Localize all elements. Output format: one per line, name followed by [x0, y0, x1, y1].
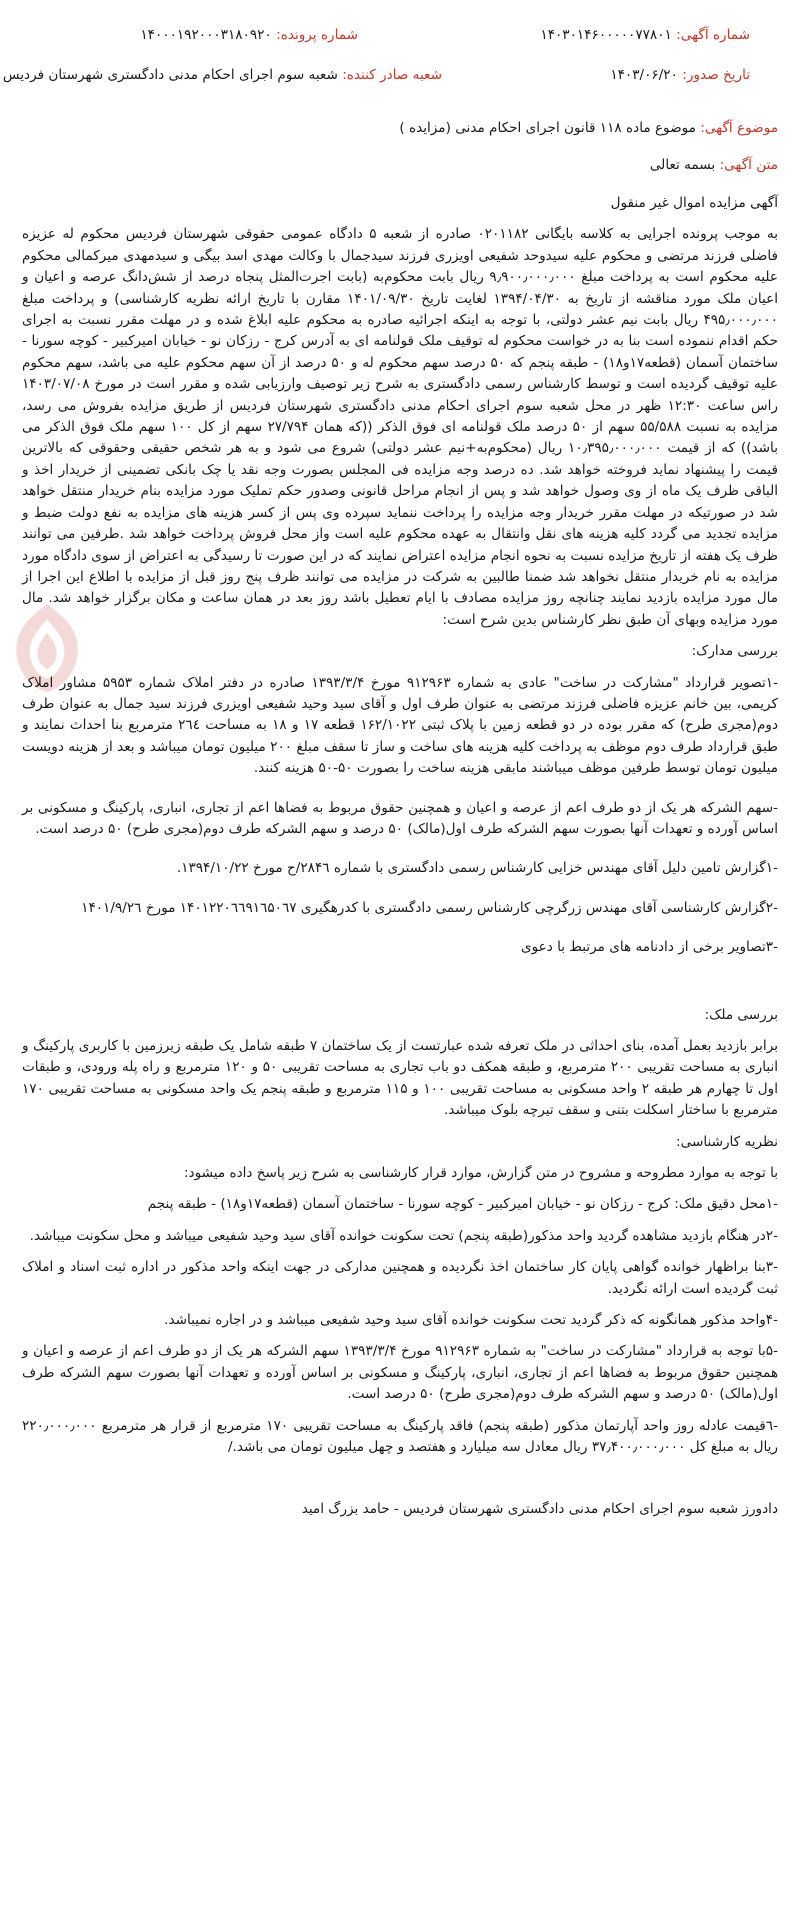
property-heading: بررسی ملک:: [704, 1006, 778, 1023]
ad-number-label: شماره آگهی:: [676, 27, 750, 43]
case-number-label: شماره پرونده:: [276, 27, 358, 43]
issuer-value: شعبه سوم اجرای احکام مدنی دادگستری شهرستان فردیس: [2, 67, 338, 83]
expert-item-5: -۵با توجه به قرارداد "مشارکت در ساخت" به شماره ۹۱۲۹۶۳ مورخ ۱۳۹۳/۳/۴ سهم الشرکه هر یک از دو طرف اعم از عرصه و اعیان و همچنین حقوق مربوط به فضاها اعم از تجاری، انباری، پارکینگ و مسکونی بر اساس آورده و تعهدات آنها بصورت سهم الشرکه طرف اول(مالک) ۵۰ درصد و سهم الشرکه طرف دوم(مجری طرح) ۵۰ درصد است.: [22, 1343, 778, 1403]
doc-item-1: -۱تصویر قرارداد "مشارکت در ساخت" عادی به شماره ۹۱۲۹۶۳ مورخ ۱۳۹۳/۳/۴ صادره در دفتر املاک شماره ۵۹۵۳ مشاور املاک کریمی، بین خانم عزیزه فاضلی فرزند مرتضی به عنوان طرف اول و آقای سید وحید شفیعی اویزری فرزند سید جمال به عنوان طرف دوم(مجری طرح) که مقرر بوده در دو قطعه زمین با پلاک ثبتی ۱۶۲/۱۰۲۲ قطعه ۱۷ و ۱۸ به مساحت ۲٦٤ مترمربع بنا احداث نمایند و طبق قرارداد طرف دوم موظف به پرداخت کلیه هزینه های ساخت و ساز تا سقف مبلغ ۲۰۰ میلیون تومان میباشد و بعد از هزینه دویست میلیون تومان توسط طرفین موظف میباشند مابقی هزینه ساخت را بصورت ۵۰-۵۰ هزینه کنند.: [22, 674, 778, 777]
main-paragraph: به موجب پرونده اجرایی به کلاسه بایگانی ۰۲۰۱۱۸۲ صادره از شعبه ۵ دادگاه عمومی حقوقی شهرستان فردیس محکوم له عزیزه فاضلی فرزند مرتضی و محکوم علیه سیدوحد شفیعی اویزری فرزند سیدجمال با وکالت مهدی اسد بیگی و سیدمهدی میرکمالی محکوم علیه محکوم است به پرداخت مبلغ ۹٫۹۰۰٫۰۰۰٫۰۰۰ ریال بابت محکوم‌به (بابت اجرت‌المثل پنجاه درصد از شش‌دانگ عرصه و اعیان و اعیان ملک مورد مناقشه از تاریخ به ۱۳۹۴/۰۴/۳۰ لغایت تاریخ ۱۴۰۱/۰۹/۳۰ مقارن با تاریخ ارائه نظریه کارشناسی) و پرداخت مبلغ ۴۹۵٫۰۰۰٫۰۰۰ ریال بابت نیم عشر دولتی، با توجه به اینکه اجرائیه صادره به محکوم علیه ابلاغ شده و در مهلت مقرر نسبت به اجرای حکم اقدام ننموده است بنا به در خواست محکوم له توقیف ملک قولنامه ای به آدرس کرج - رزکان نو - خیابان امیرکبیر - کوچه سورنا - ساختمان آسمان (قطعه۱۷و۱۸) - طبقه پنجم که ۵۰ درصد سهم محکوم له و ۵۰ درصد از آن سهم محکوم علیه می باشد، سهم محکوم علیه توقیف گردیده است و توسط کارشناس رسمی دادگستری به شرح زیر توصیف وارزیابی شده و مقرر است در مورخ ۱۴۰۳/۰۷/۰۸ راس ساعت ۱۲:۳۰ ظهر در محل شعبه سوم اجرای احکام مدنی دادگستری شهرستان فردیس از طریق مزایده بفروش می رسد، مزایده به نسبت ۵۵/۵۸۸ سهم از ۵۰ درصد ملک قولنامه ای فوق الذکر ((که همان ۲۷/۷۹۴ سهم از کل ۱۰۰ سهم ملک فوق الذکر می باشد)) که از قیمت ۱۰٫۳۹۵٫۰۰۰٫۰۰۰ ریال (محکوم‌به+نیم عشر دولتی) شروع می شود و به هر شخص حقیقی وحقوقی که بالاترین قیمت را پیشنهاد نماید فروخته خواهد شد. ده درصد وجه مزایده فی المجلس بصورت وجه نقد یا چک بانکی تضمینی از خریدار اخذ و الباقی ظرف یک ماه از وی وصول خواهد شد و پس از انجام مراحل قانونی وصدور حکم تملیک مورد مزایده بنام خریدار منتقل خواهد شد در صورتیکه در مهلت مقرر خریدار وجه مزایده را پرداخت ننماید سپرده وی پس از کسر هزینه های مزایده به نفع دولت ضبط و مزایده تجدید می گردد کلیه هزینه های نقل وانتقال به عهده محکوم علیه است واز محل فروش پرداخت خواهد شد .طرفین می توانند ظرف یک هفته از تاریخ مزایده نسبت به نحوه انجام مزایده اعتراض نمایند که در این صورت تا رسیدگی به اعتراض از سوی دادگاه مورد مزایده به نام خریدار منتقل نخواهد شد ضمنا طالبین به شرکت در مزایده می توانند ظرف پنج روز قبل از مزایده با اطلاع این اجرا از مال مورد مزایده بازدید نمایند چنانچه روز مزایده مصادف با ایام تعطیل باشد روز بعد در همان ساعت و مکان برگزار خواهد شد. مال مورد مزایده وبهای آن طبق نظر کارشناس بدین شرح است:: [22, 226, 779, 628]
body-label: متن آگهی:: [719, 157, 778, 173]
issue-date-label: تاریخ صدور:: [682, 67, 750, 83]
expert-heading: نظریه کارشناسی:: [676, 1133, 778, 1150]
doc-item-5: -۳تصاویر برخی از دادنامه های مرتبط با دعوی: [520, 939, 778, 956]
subject-label: موضوع آگهی:: [700, 120, 778, 136]
doc-item-3: -۱گزارش تامین دلیل آقای مهندس خزایی کارشناس رسمی دادگستری با شماره ۲۸۴٦/ح مورخ ۱۳۹۴/۱۰/۲۲.: [176, 860, 778, 877]
issuer-label: شعبه صادر کننده:: [342, 67, 442, 83]
ad-body-heading: [650, 157, 778, 173]
case-number-field: [140, 27, 358, 43]
issuer-field: [3, 67, 442, 83]
ad-header: [2, 0, 778, 140]
doc-item-2: -سهم الشرکه هر یک از دو طرف اعم از عرصه و اعیان و همچنین حقوق مربوط به فضاها اعم از تجاری، انباری، پارکینگ و مسکونی بر اساس آورده و تعهدات آنها بصورت سهم الشرکه طرف اول(مالک) ۵۰ درصد و سهم الشرکه طرف دوم(مجری طرح) ۵۰ درصد است.: [22, 799, 778, 837]
body-intro: بسمه تعالی: [649, 157, 716, 173]
expert-item-2: -۲در هنگام بازدید مشاهده گردید واحد مذکور(طبقه پنجم) تحت سکونت خوانده آقای سید وحید شفیعی میباشد و محل سکونت میباشد.: [29, 1227, 778, 1244]
issue-date-value: ۱۴۰۳/۰۶/۲۰: [610, 67, 678, 83]
expert-intro: با توجه به موارد مطروحه و مشروح در متن گزارش، موارد قرار کارشناسی به شرح زیر پاسخ داده میشود:: [183, 1165, 778, 1182]
expert-item-6: -٦قیمت عادله روز واحد آپارتمان مذکور (طبقه پنجم) فاقد پارکینگ به مساحت تقریبی ۱۷۰ مترمربع از قرار هر مترمربع ۲۲۰٫۰۰۰٫۰۰۰ ریال به مبلغ کل ۳۷٫۴۰۰٫۰۰۰٫۰۰۰ ریال معادل سه میلیارد و هفتصد و چهل میلیون تومان می باشد./: [22, 1417, 778, 1456]
property-text: برابر بازدید بعمل آمده، بنای احداثی در ملک تعرفه شده عبارتست از یک ساختمان ۷ طبقه شامل یک طبقه زیرزمین با کاربری پارکینگ و انباری به مساحت تقریبی ۲۰۰ مترمربع، و طبقه همکف دو باب تجاری به مساحت تقریبی ۵۰ و ۱۲۰ مترمربع و راه پله ورودی، و طبقات اول تا چهارم هر طبقه ۲ واحد مسکونی به مساحت تقریبی ۱۰۰ و ۱۱۵ مترمربع و طبقه پنجم یک واحد مسکونی به مساحت تقریبی ۱۷۰ مترمربع با ساختار اسکلت بتنی و سقف تیرچه بلوک میباشد.: [22, 1038, 779, 1119]
signature-line: دادورز شعبه سوم اجرای احکام مدنی دادگستری شهرستان فردیس - حامد بزرگ امید: [301, 1500, 778, 1517]
subject-value: موضوع ماده ۱۱۸ قانون اجرای احکام مدنی (مزایده ): [399, 120, 696, 136]
expert-item-1: -۱محل دقیق ملک: کرج - رزکان نو - خیابان امیرکبیر - کوچه سورنا - ساختمان آسمان (قطعه۱۷و۱۸) - طبقه پنجم: [147, 1196, 778, 1213]
ad-subject: [399, 120, 778, 136]
case-number-value: ۱۴۰۰۰۱۹۲۰۰۰۳۱۸۰۹۲۰: [140, 27, 272, 43]
ad-number-field: [540, 27, 750, 43]
docs-heading: بررسی مدارک:: [691, 643, 778, 660]
expert-item-4: -۴واحد مذکور همانگونه که ذکر گردید تحت سکونت خوانده آقای سید وحید شفیعی میباشد و در اجاره نمیباشد.: [164, 1312, 778, 1329]
ad-body: [22, 193, 778, 1520]
issue-date-field: [610, 67, 750, 83]
expert-item-3: -۳بنا براظهار خوانده گواهی پایان کار ساختمان اخذ نگردیده و همچنین مدارکی در جهت اینکه واحد مذکور در اداره ثبت اسناد و املاک ثبت گردیده است ارائه نگردید.: [22, 1259, 778, 1297]
doc-item-4: -۲گزارش کارشناسی آقای مهندس زرگرچی کارشناس رسمی دادگستری با کدرهگیری ۱۴۰۱۲۲۰٦٦۹۱٦۵۰٦۷ مورخ ۱۴۰۱/۹/۲٦: [81, 899, 778, 916]
ad-title: آگهی مزایده اموال غیر منقول: [610, 195, 778, 211]
ad-number-value: ۱۴۰۳۰۱۴۶۰۰۰۰۰۷۷۸۰۱: [540, 27, 672, 43]
